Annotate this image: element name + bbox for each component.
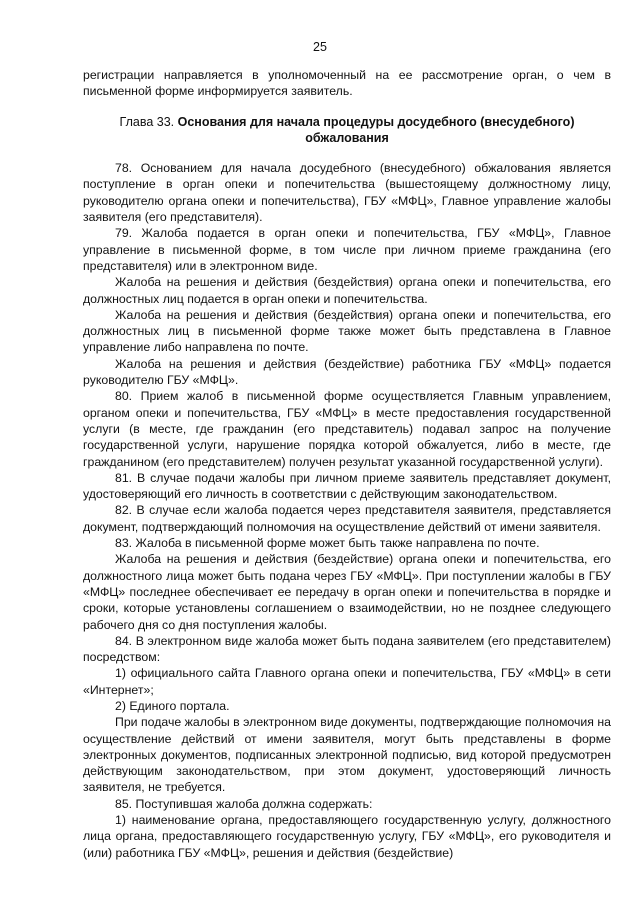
paragraph-79-complaint-written: Жалоба на решения и действия (бездействия) органа опеки и попечительства, его должностных лиц в письменной форме также может быть представлена в Главное управление либо направлена по почте. [83, 307, 611, 355]
paragraph-84-item-1: 1) официального сайта Главного органа опеки и попечительства, ГБУ «МФЦ» в сети «Интернет»; [83, 666, 611, 697]
paragraph-79-complaint-mfc: Жалоба на решения и действия (бездействие) работника ГБУ «МФЦ» подается руководителю ГБУ «МФЦ». [83, 356, 611, 388]
paragraph-79-complaint-guardianship: Жалоба на решения и действия (бездействия) органа опеки и попечительства, его должностных лиц подается в орган опеки и попечительства. [83, 275, 611, 306]
paragraph-83-via-mfc: Жалоба на решения и действия (бездействие) органа опеки и попечительства, его должностного лица может быть подана через ГБУ «МФЦ». При поступлении жалобы в ГБУ «МФЦ» последнее обеспечивает ее передачу в орган опеки и попечительства в порядке и сроки, которые установлены соглашением о взаимодействии, но не позднее следующего рабочего дня со дня поступления жалобы. [83, 552, 611, 632]
paragraph-82: 82. В случае если жалоба подается через представителя заявителя, представляется документ, подтверждающий полномочия на осуществление действий от имени заявителя. [83, 503, 611, 534]
paragraph-84: 84. В электронном виде жалоба может быть подана заявителем (его представителем) посредством: [83, 633, 611, 665]
paragraph-85: 85. Поступившая жалоба должна содержать: [115, 796, 373, 811]
paragraph-79: 79. Жалоба подается в орган опеки и попечительства, ГБУ «МФЦ», Главное управление в письменной форме, в том числе при личном приеме гражданина (его представителя) или в электронном виде. [83, 226, 611, 273]
paragraph-80: 80. Прием жалоб в письменной форме осуществляется Главным управлением, органом опеки и попечительства, ГБУ «МФЦ» в месте предоставления государственной услуги (в месте, где гражданин (его представитель) подавал запрос на получение государственной услуги, нарушение порядка которой обжалуется, либо в месте, где гражданином (его представителем) получен результат указанной государственной услуги). [83, 389, 611, 469]
paragraph-84-item-2: 2) Единого портала. [115, 698, 230, 713]
paragraph-78: 78. Основанием для начала досудебного (внесудебного) обжалования является поступление в орган опеки и попечительства (вышестоящему должностному лицу, руководителю органа опеки и попечительства), ГБУ «МФЦ», Главное управление жалобы заявителя (его представителя). [83, 161, 611, 225]
paragraph-85-item-1: 1) наименование органа, предоставляющего государственную услугу, должностного лица органа, предоставляющего государственную услугу, ГБУ «МФЦ», его руководителя и (или) работника ГБУ «МФЦ», решения и действия (бездействие) [83, 813, 611, 860]
intro-paragraph: регистрации направляется в уполномоченный на ее рассмотрение орган, о чем в письменной форме информируется заявитель. [83, 68, 611, 99]
paragraph-81: 81. В случае подачи жалобы при личном приеме заявитель представляет документ, удостоверяющий его личность в соответствии с действующим законодательством. [83, 470, 611, 502]
chapter-prefix: Глава 33. [119, 114, 175, 129]
chapter-heading [83, 114, 611, 147]
document-body [83, 67, 611, 861]
chapter-title: Основания для начала процедуры досудебного (внесудебного) обжалования [177, 114, 575, 145]
paragraph-84-electronic-docs: При подаче жалобы в электронном виде документы, подтверждающие полномочия на осуществление действий от имени заявителя, могут быть представлены в форме электронных документов, подписанных электронной подписью, вид которой предусмотрен действующим законодательством, при этом документ, удостоверяющий личность заявителя, не требуется. [83, 715, 611, 795]
paragraph-83: 83. Жалоба в письменной форме может быть также направлена по почте. [115, 536, 540, 551]
page-number: 25 [313, 40, 327, 54]
